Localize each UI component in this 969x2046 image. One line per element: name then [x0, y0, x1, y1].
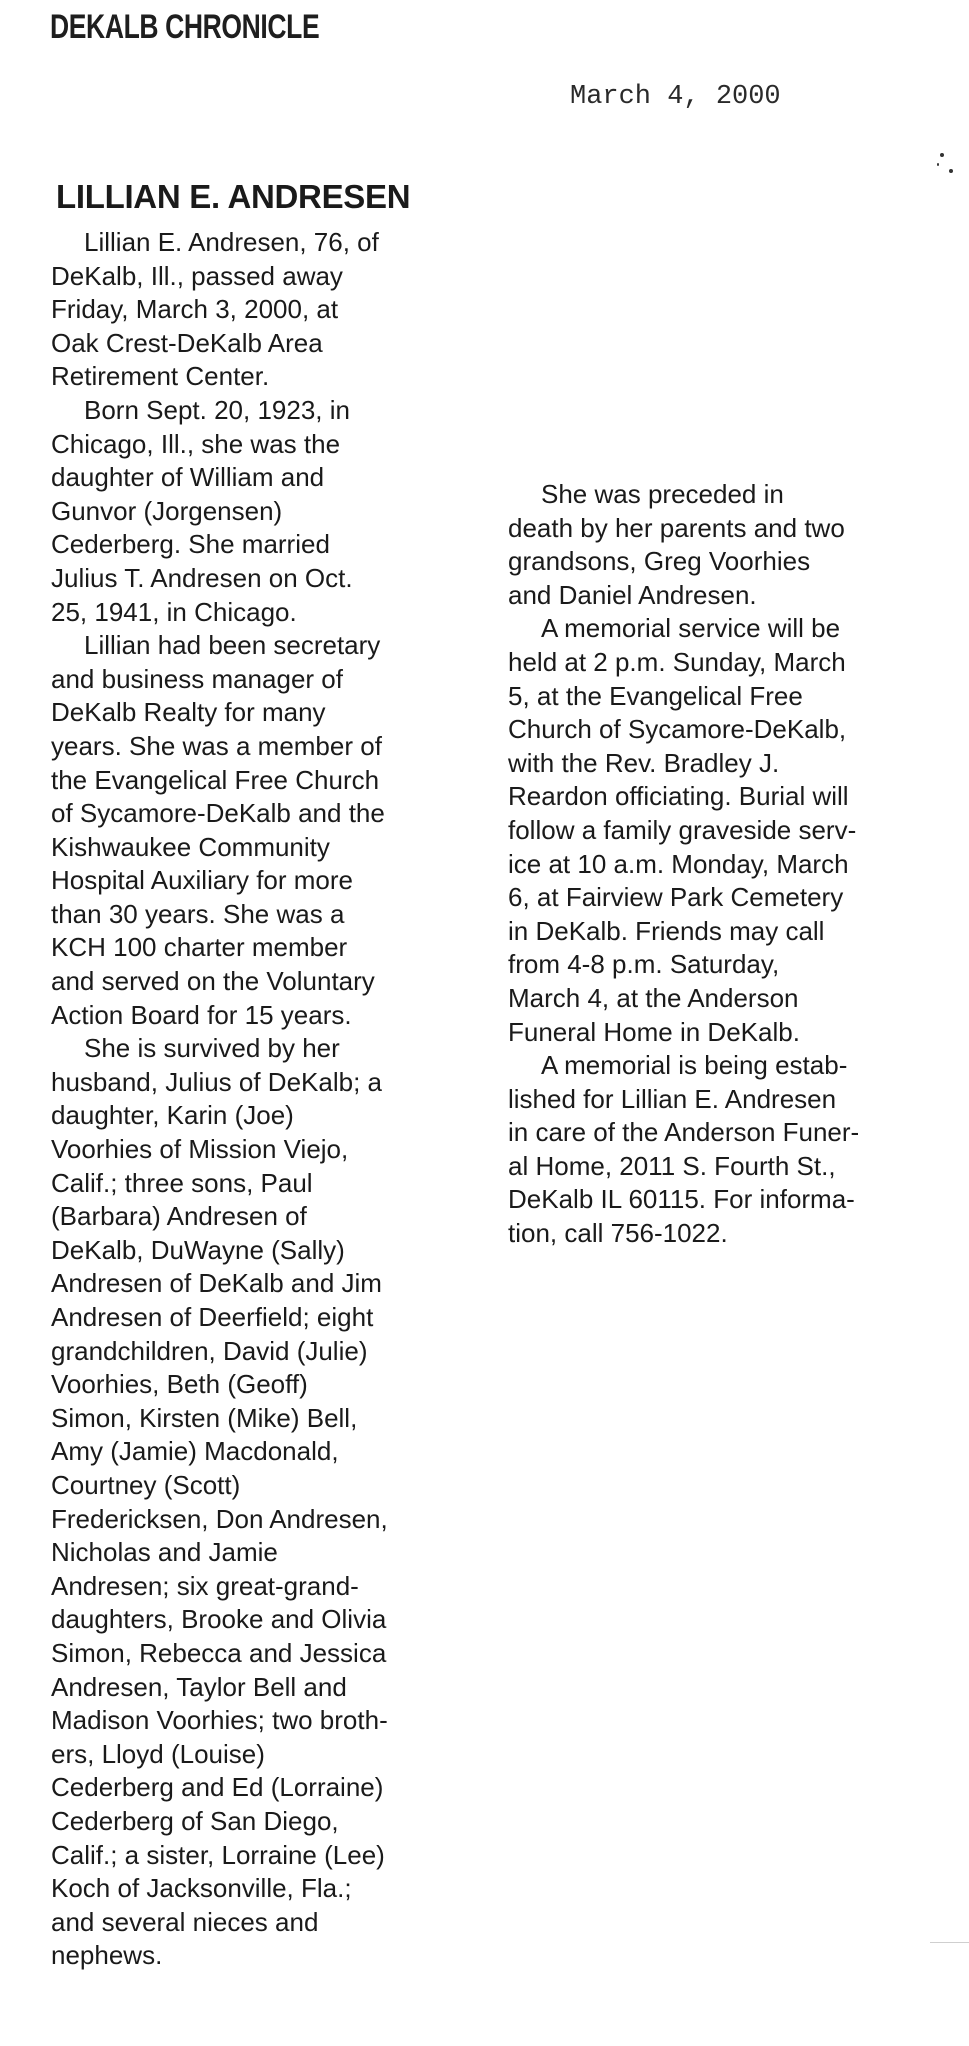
text-line: nephews. [51, 1940, 163, 1971]
text-line: (Barbara) Andresen of [51, 1201, 307, 1232]
text-line: Cederberg and Ed (Lorraine) [51, 1772, 384, 1803]
text-line: Julius T. Andresen on Oct. [51, 562, 353, 593]
text-line: in care of the Anderson Funer- [508, 1117, 860, 1148]
text-line: March 4, at the Anderson [508, 982, 799, 1013]
text-line: DeKalb, Ill., passed away [51, 260, 343, 291]
text-line: Simon, Kirsten (Mike) Bell, [51, 1402, 358, 1433]
text-line: ice at 10 a.m. Monday, March [508, 848, 849, 879]
text-line: Andresen, Taylor Bell and [51, 1671, 347, 1702]
text-line: daughters, Brooke and Olivia [51, 1604, 387, 1635]
publication-date: March 4, 2000 [570, 82, 781, 112]
scan-edge-line [930, 1942, 969, 1943]
text-line: Calif.; three sons, Paul [51, 1167, 313, 1198]
text-line: Koch of Jacksonville, Fla.; [51, 1873, 352, 1904]
text-line: in DeKalb. Friends may call [508, 915, 825, 946]
publication-name: DEKALB CHRONICLE [50, 8, 320, 46]
text-line: Friday, March 3, 2000, at [51, 294, 339, 325]
text-line: daughter, Karin (Joe) [51, 1100, 294, 1131]
text-line: Andresen of Deerfield; eight [51, 1302, 374, 1332]
text-line: Oak Crest-DeKalb Area [51, 327, 323, 358]
text-line: KCH 100 charter member [51, 932, 348, 963]
scan-speck [949, 169, 953, 173]
text-line: Andresen of DeKalb and Jim [51, 1268, 382, 1299]
text-line: daughter of William and [51, 462, 325, 493]
text-line: Reardon officiating. Burial will [508, 781, 849, 812]
text-line: from 4-8 p.m. Saturday, [508, 949, 780, 980]
text-line: A memorial service will be [541, 613, 841, 644]
text-line: She is survived by her [84, 1033, 340, 1064]
text-line: Courtney (Scott) [51, 1469, 241, 1500]
text-line: of Sycamore-DeKalb and the [51, 798, 385, 829]
text-line: grandchildren, David (Julie) [51, 1335, 368, 1366]
text-line: Calif.; a sister, Lorraine (Lee) [51, 1839, 385, 1870]
text-line: ers, Lloyd (Louise) [51, 1738, 265, 1769]
text-line: Simon, Rebecca and Jessica [51, 1637, 387, 1668]
text-line: Amy (Jamie) Macdonald, [51, 1436, 339, 1467]
text-line: held at 2 p.m. Sunday, March [508, 646, 846, 677]
text-line: 6, at Fairview Park Cemetery [508, 882, 844, 913]
text-line: years. She was a member of [51, 730, 382, 761]
text-line: and several nieces and [51, 1906, 319, 1937]
text-line: Hospital Auxiliary for more [51, 865, 353, 896]
text-line: Voorhies of Mission Viejo, [51, 1134, 349, 1165]
text-line: Retirement Center. [51, 361, 270, 392]
text-line: and business manager of [51, 663, 343, 694]
text-line: tion, call 756-1022. [508, 1218, 728, 1249]
text-line: Andresen; six great-grand- [51, 1570, 359, 1601]
text-line: Chicago, Ill., she was the [51, 428, 341, 459]
text-line: 5, at the Evangelical Free [508, 680, 803, 711]
text-line: 25, 1941, in Chicago. [51, 596, 297, 627]
scan-speck [940, 153, 944, 157]
text-line: DeKalb, DuWayne (Sally) [51, 1234, 345, 1265]
text-line: Voorhies, Beth (Geoff) [51, 1369, 308, 1400]
text-line: Church of Sycamore-DeKalb, [508, 714, 847, 745]
text-line: Funeral Home in DeKalb. [508, 1016, 800, 1047]
text-line: Gunvor (Jorgensen) [51, 495, 283, 526]
obituary-title: LILLIAN E. ANDRESEN [56, 178, 411, 215]
text-line: DeKalb IL 60115. For informa- [508, 1184, 855, 1215]
text-line: with the Rev. Bradley J. [508, 747, 780, 778]
text-line: than 30 years. She was a [51, 898, 345, 929]
text-line: husband, Julius of DeKalb; a [51, 1066, 382, 1097]
text-line: Cederberg. She married [51, 529, 330, 560]
text-line: Kishwaukee Community [51, 831, 330, 862]
obituary-left-column [51, 226, 388, 1973]
text-line: death by her parents and two [508, 512, 845, 543]
text-line: Action Board for 15 years. [51, 999, 352, 1030]
text-line: al Home, 2011 S. Fourth St., [508, 1150, 836, 1181]
text-line: She was preceded in [541, 479, 784, 509]
scan-speck [937, 163, 939, 166]
obituary-right-column [508, 478, 859, 1251]
text-line: lished for Lillian E. Andresen [508, 1083, 837, 1114]
text-line: Lillian had been secretary [84, 630, 381, 661]
text-line: Fredericksen, Don Andresen, [51, 1503, 388, 1534]
text-line: and served on the Voluntary [51, 966, 375, 997]
text-line: Lillian E. Andresen, 76, of [84, 227, 379, 257]
text-line: and Daniel Andresen. [508, 579, 757, 610]
text-line: grandsons, Greg Voorhies [508, 546, 811, 577]
text-line: Born Sept. 20, 1923, in [84, 394, 350, 425]
text-line: Cederberg of San Diego, [51, 1805, 339, 1836]
text-line: Nicholas and Jamie [51, 1537, 278, 1568]
text-line: DeKalb Realty for many [51, 697, 326, 728]
text-line: the Evangelical Free Church [51, 764, 380, 795]
text-line: Madison Voorhies; two broth- [51, 1705, 388, 1736]
text-line: follow a family graveside serv- [508, 814, 857, 845]
text-line: A memorial is being estab- [541, 1050, 848, 1081]
